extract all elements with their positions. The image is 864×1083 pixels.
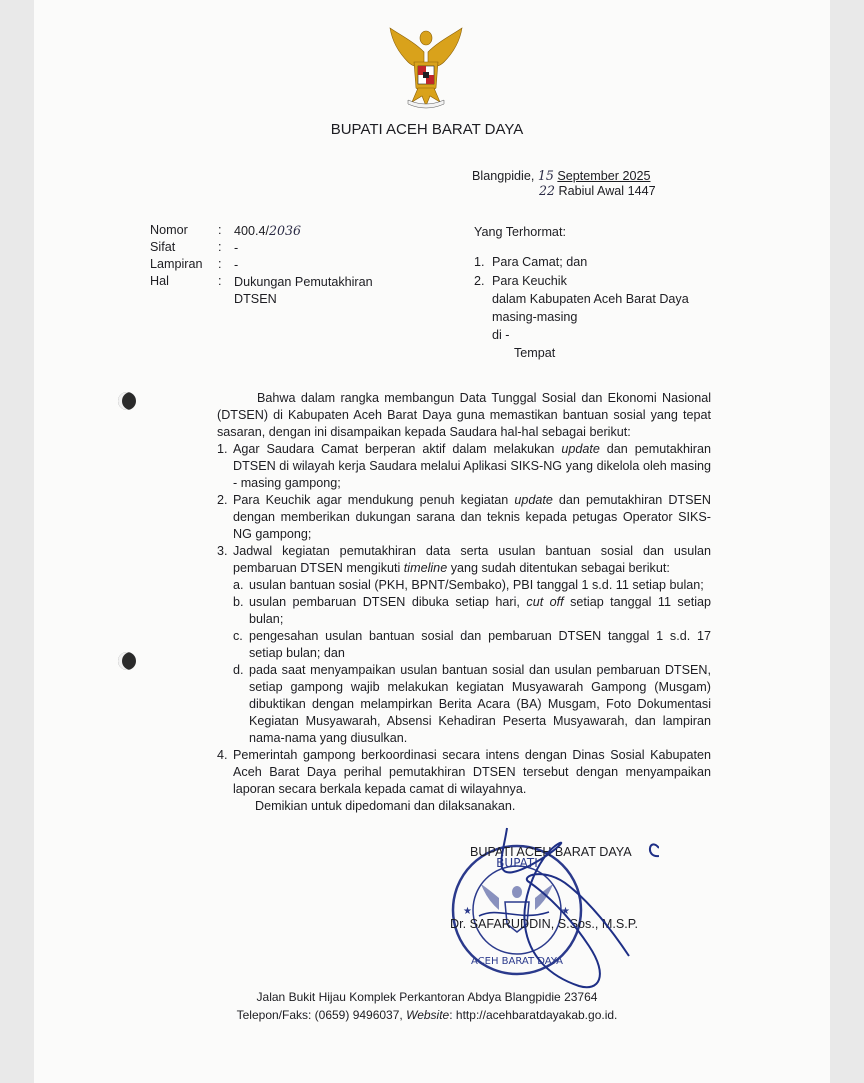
closing-sentence: Demikian untuk dipedomani dan dilaksanakan. bbox=[255, 799, 516, 813]
handwritten-signature bbox=[459, 826, 659, 996]
stamp-top-text: BUPATI bbox=[496, 856, 538, 870]
signatory-name: Dr. SAFARUDDIN, S.Sos., M.S.P. bbox=[450, 917, 639, 931]
meta-colon: : bbox=[218, 223, 222, 237]
salutation: Yang Terhormat: bbox=[474, 225, 566, 239]
footer-contact: Telepon/Faks: (0659) 9496037, Website: http://acehbaratdayakab.go.id. bbox=[236, 1008, 618, 1022]
recipient-line: Tempat bbox=[514, 346, 556, 360]
stamp-star-icon: ★ bbox=[561, 906, 570, 917]
meta-colon: : bbox=[218, 274, 222, 288]
recipient-line: dalam Kabupaten Aceh Barat Daya bbox=[492, 292, 689, 306]
nomor-handwritten: 2036 bbox=[269, 223, 302, 238]
meta-labels bbox=[150, 222, 220, 290]
garuda-emblem bbox=[384, 22, 468, 110]
sub-point-c: c. pengesahan usulan bantuan sosial dan pembaruan DTSEN tanggal 1 s.d. 17 setiap bulan; dan bbox=[233, 629, 711, 660]
footer-address: Jalan Bukit Hijau Komplek Perkantoran Abdya Blangpidie 23764 bbox=[256, 990, 598, 1004]
punch-hole bbox=[118, 392, 136, 410]
recipient-item: 1. Para Camat; dan bbox=[474, 255, 588, 269]
nomor-prefix: 400.4/ bbox=[234, 224, 270, 238]
nomor-value bbox=[234, 222, 434, 240]
sub-point-a: a. usulan bantuan sosial (PKH, BPNT/Sembako), PBI tanggal 1 s.d. 11 setiap bulan; bbox=[233, 578, 704, 592]
date-month-year: September 2025 bbox=[557, 169, 651, 183]
punch-hole bbox=[118, 652, 136, 670]
footer bbox=[34, 988, 820, 1024]
intro-paragraph: Bahwa dalam rangka membangun Data Tunggal Sosial dan Ekonomi Nasional (DTSEN) di Kabupaten Aceh Barat Daya guna memastikan bantuan sosial yang tepat sasaran, dengan ini disampaikan kepada Saudara hal-hal sebagai berikut: bbox=[217, 391, 711, 439]
recipient-line: di - bbox=[492, 328, 510, 342]
lampiran-label: Lampiran bbox=[150, 257, 203, 271]
hijri-date-line bbox=[539, 182, 656, 200]
point-4: 4. Pemerintah gampong berkoordinasi secara intens dengan Dinas Sosial Kabupaten Aceh Barat Daya perihal pemutakhiran DTSEN tersebut dengan menyampaikan laporan secara berkala kepada camat di wilayahnya. bbox=[217, 748, 711, 796]
hal-label: Hal bbox=[150, 274, 169, 288]
meta-values bbox=[234, 222, 434, 308]
hijri-month-year: Rabiul Awal 1447 bbox=[558, 184, 656, 198]
date-day: 15 bbox=[537, 168, 554, 183]
date-city: Blangpidie, bbox=[472, 169, 535, 183]
meta-colon: : bbox=[218, 240, 222, 254]
meta-colons bbox=[218, 222, 228, 290]
letter-body bbox=[217, 390, 711, 815]
hal-value: Dukungan Pemutakhiran bbox=[234, 275, 373, 289]
nomor-label: Nomor bbox=[150, 223, 188, 237]
point-3: 3. Jadwal kegiatan pemutakhiran data serta usulan bantuan sosial dan usulan pembaruan DTSEN mengikuti timeline yang sudah ditentukan sebagai berikut: a. usulan bantuan sosial (PKH, BPNT/Sembako), PBI tanggal 1 s.d. 11 setiap bulan; b. usulan pembaruan DTSEN dibuka setiap hari, cut off setiap tanggal 11 setiap bulan; c. pengesahan usulan bantuan sosial dan pembaruan DTSEN tanggal 1 s.d. 17 setiap bulan; dan d. pada saat menyampaikan usulan bantuan sosial dan usulan pembaruan DTSEN, setiap gampong wajib melakukan kegiatan Musyawarah Gampong (Musgam) dibuktikan dengan melampirkan Berita Acara (BA) Musgam, Foto Dokumentasi Kegiatan Musyawarah, Absensi Kehadiran Peserta Musyawarah, dan lampiran nama-nama yang diusulkan. bbox=[217, 544, 712, 745]
hal-value-cont: DTSEN bbox=[234, 292, 277, 306]
point-2: 2. Para Keuchik agar mendukung penuh kegiatan update dan pemutakhiran DTSEN dengan memberikan dukungan sarana dan teknis kepada petugas Operator SIKS-NG gampong; bbox=[217, 493, 712, 541]
letter-page bbox=[34, 0, 830, 1083]
sifat-label: Sifat bbox=[150, 240, 176, 254]
meta-colon: : bbox=[218, 257, 222, 271]
stamp-bottom-text: ACEH BARAT DAYA bbox=[470, 956, 564, 967]
recipient-item: 2. Para Keuchik bbox=[474, 274, 567, 288]
sub-point-b: b. usulan pembaruan DTSEN dibuka setiap hari, cut off setiap tanggal 11 setiap bulan; bbox=[233, 595, 712, 626]
website-link[interactable]: http://acehbaratdayakab.go.id. bbox=[455, 1008, 618, 1022]
letterhead-title: BUPATI ACEH BARAT DAYA bbox=[330, 121, 524, 138]
recipient-line: masing-masing bbox=[492, 310, 578, 324]
recipient-list bbox=[474, 254, 774, 362]
lampiran-value: - bbox=[234, 258, 239, 272]
stamp-star-icon: ★ bbox=[463, 906, 472, 917]
sub-point-d: d. pada saat menyampaikan usulan bantuan sosial dan usulan pembaruan DTSEN, setiap gampong wajib melakukan kegiatan Musyawarah Gampong (Musgam) dibuktikan dengan melampirkan Berita Acara (BA) Musgam, Foto Dokumentasi Kegiatan Musyawarah, Absensi Kehadiran Peserta Musyawarah, dan lampiran nama-nama yang diusulkan. bbox=[233, 663, 711, 745]
hijri-day: 22 bbox=[539, 183, 556, 198]
point-1: 1. Agar Saudara Camat berperan aktif dalam melakukan update dan pemutakhiran DTSEN di wilayah kerja Saudara melalui Aplikasi SIKS-NG yang dikelola oleh masing - masing gampong; bbox=[217, 442, 712, 490]
sifat-value: - bbox=[234, 241, 239, 255]
signature-title: BUPATI ACEH BARAT DAYA bbox=[470, 845, 632, 859]
